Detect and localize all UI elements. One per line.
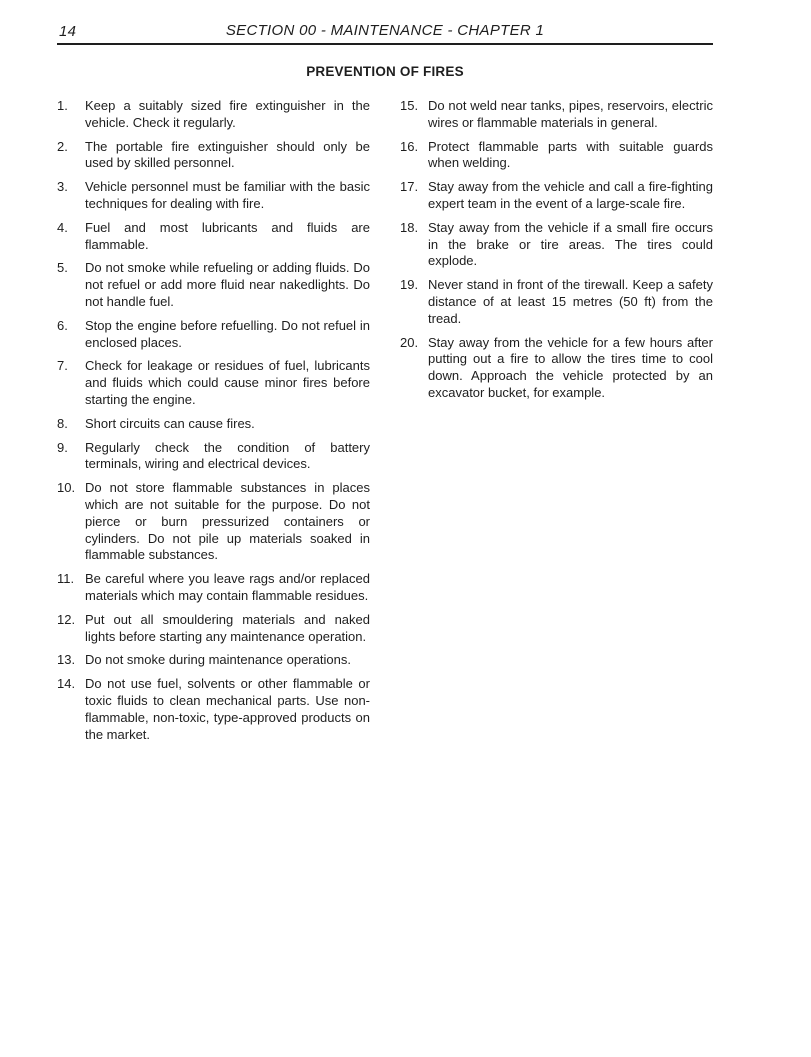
list-item [400,335,713,402]
list-item [400,139,713,173]
list-item-text: Put out all smouldering materials and naked lights before starting any maintenance operation. [85,611,370,644]
list-item-number: 17. [400,179,419,195]
list-item-text: Stay away from the vehicle and call a fire-fighting expert team in the event of a large-scale fire. [428,179,713,211]
list-item-number: 8. [57,415,68,431]
list-item [400,220,713,270]
page-number: 14 [59,23,77,40]
list-item-number: 3. [57,179,68,195]
list-item [57,260,370,310]
list-item-number: 2. [57,138,68,154]
list-item-number: 9. [57,439,68,455]
list-item-text: Stop the engine before refuelling. Do not refuel in enclosed places. [85,317,370,350]
list-item-number: 12. [57,611,76,627]
list-item-number: 18. [400,219,419,235]
two-column-list [57,98,713,750]
list-item-number: 11. [57,571,75,587]
list-item-number: 1. [57,98,68,113]
list-item [57,139,370,173]
list-item-number: 19. [400,277,419,293]
list-item-text: Be careful where you leave rags and/or replaced materials which may contain flammable residues. [85,571,370,603]
fire-prevention-list-right [400,98,713,750]
list-item [57,676,370,743]
list-item [400,179,713,213]
list-item-text: Check for leakage or residues of fuel, lubricants and fluids which could cause minor fires before starting the engine. [85,358,370,407]
list-item [57,571,370,605]
list-item [57,98,370,132]
list-item-text: Never stand in front of the tirewall. Keep a safety distance of at least 15 metres (50 ft) from the tread. [428,277,713,326]
list-item [57,416,370,433]
list-item [57,358,370,408]
list-item-text: Do not weld near tanks, pipes, reservoirs, electric wires or flammable materials in general. [428,98,713,130]
list-item-text: Keep a suitably sized fire extinguisher in the vehicle. Check it regularly. [85,98,370,130]
list-item-text: Regularly check the condition of battery terminals, wiring and electrical devices. [85,439,370,472]
list-item [400,277,713,327]
list-item-number: 14. [57,676,76,692]
fire-prevention-list-left [57,98,370,750]
list-item-number: 5. [57,260,68,276]
list-item-number: 6. [57,317,68,333]
list-item [57,612,370,646]
list-item-number: 16. [400,138,419,154]
list-item-text: Do not store flammable substances in places which are not suitable for the purpose. Do not pierce or burn pressurized containers or cylinders. Do not pile up materials soaked in flammable substances. [85,480,370,563]
list-item-text: Short circuits can cause fires. [85,415,255,431]
header-row [57,22,713,40]
list-item [57,440,370,474]
page-header [57,22,713,45]
list-item-number: 13. [57,652,76,668]
list-item-text: Fuel and most lubricants and fluids are flammable. [85,219,370,252]
list-item [57,220,370,254]
list-item-text: Stay away from the vehicle if a small fire occurs in the brake or tire areas. The tires could explode. [428,219,713,269]
list-item-number: 7. [57,358,68,374]
page-title: PREVENTION OF FIRES [306,64,464,79]
list-item-number: 20. [400,334,419,350]
list-item-text: Do not use fuel, solvents or other flammable or toxic fluids to clean mechanical parts. Use non-flammable, non-toxic, type-approved products on the market. [85,676,370,742]
list-item-text: Protect flammable parts with suitable guards when welding. [428,138,713,171]
list-item-number: 15. [400,98,419,113]
header-rule [57,43,713,45]
list-item [57,652,370,669]
list-item [400,98,713,132]
header-title: SECTION 00 - MAINTENANCE - CHAPTER 1 [225,22,545,39]
list-item-text: Do not smoke while refueling or adding fluids. Do not refuel or add more fluid near nakedlights. Do not handle fuel. [85,260,370,309]
list-item-text: Stay away from the vehicle for a few hours after putting out a fire to allow the tires time to cool down. Approach the vehicle protected by an excavator bucket, for example. [428,334,713,400]
list-item-number: 10. [57,480,76,496]
list-item [57,480,370,564]
list-item-number: 4. [57,219,68,235]
list-item-text: The portable fire extinguisher should only be used by skilled personnel. [85,138,370,171]
list-item-text: Do not smoke during maintenance operations. [85,652,351,668]
list-item [57,179,370,213]
list-item-text: Vehicle personnel must be familiar with the basic techniques for dealing with fire. [85,179,370,211]
list-item [57,318,370,352]
